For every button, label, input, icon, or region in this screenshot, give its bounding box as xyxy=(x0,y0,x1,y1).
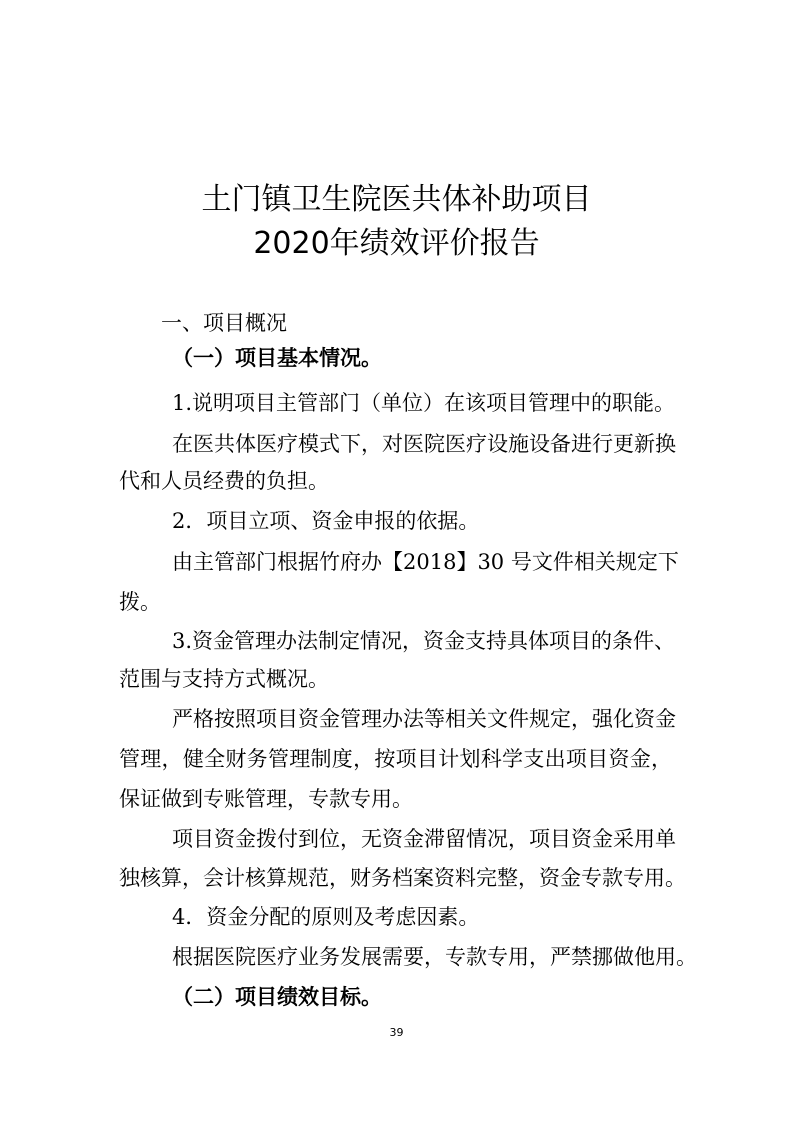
item-4-body: 根据医院医疗业务发展需要，专款专用，严禁挪做他用。 xyxy=(172,945,697,969)
item-3-heading-line-2: 范围与支持方式概况。 xyxy=(119,667,329,691)
item-3-body-1-line-2: 管理，健全财务管理制度，按项目计划科学支出项目资金， xyxy=(119,747,672,771)
subsection-heading-basic: （一）项目基本情况。 xyxy=(172,346,382,370)
item-2-body-line-2: 拨。 xyxy=(119,590,161,614)
report-title-line-2: 2020年绩效评价报告 xyxy=(253,226,540,261)
item-3-body-2-line-2: 独核算，会计核算规范，财务档案资料完整，资金专款专用。 xyxy=(119,866,686,890)
item-1-heading: 1.说明项目主管部门（单位）在该项目管理中的职能。 xyxy=(172,391,676,415)
section-heading-overview: 一、项目概况 xyxy=(161,311,287,335)
item-3-body-1-line-1: 严格按照项目资金管理办法等相关文件规定，强化资金 xyxy=(172,707,676,731)
report-title-line-1: 土门镇卫生院医共体补助项目 xyxy=(201,182,592,217)
item-3-body-1-line-3: 保证做到专账管理，专款专用。 xyxy=(119,787,413,811)
item-3-body-2-line-1: 项目资金拨付到位，无资金滞留情况，项目资金采用单 xyxy=(172,827,676,851)
item-3-heading-line-1: 3.资金管理办法制定情况，资金支持具体项目的条件、 xyxy=(172,629,676,653)
subsection-heading-goals: （二）项目绩效目标。 xyxy=(172,985,382,1009)
item-1-body-line-1: 在医共体医疗模式下，对医院医疗设施设备进行更新换 xyxy=(172,432,676,456)
item-1-body-line-2: 代和人员经费的负担。 xyxy=(119,469,329,493)
item-2-body-line-1: 由主管部门根据竹府办【2018】30 号文件相关规定下 xyxy=(172,550,679,574)
item-2-heading: 2．项目立项、资金申报的依据。 xyxy=(172,509,480,533)
item-4-heading: 4．资金分配的原则及考虑因素。 xyxy=(172,905,480,929)
page-number: 39 xyxy=(389,1026,404,1039)
